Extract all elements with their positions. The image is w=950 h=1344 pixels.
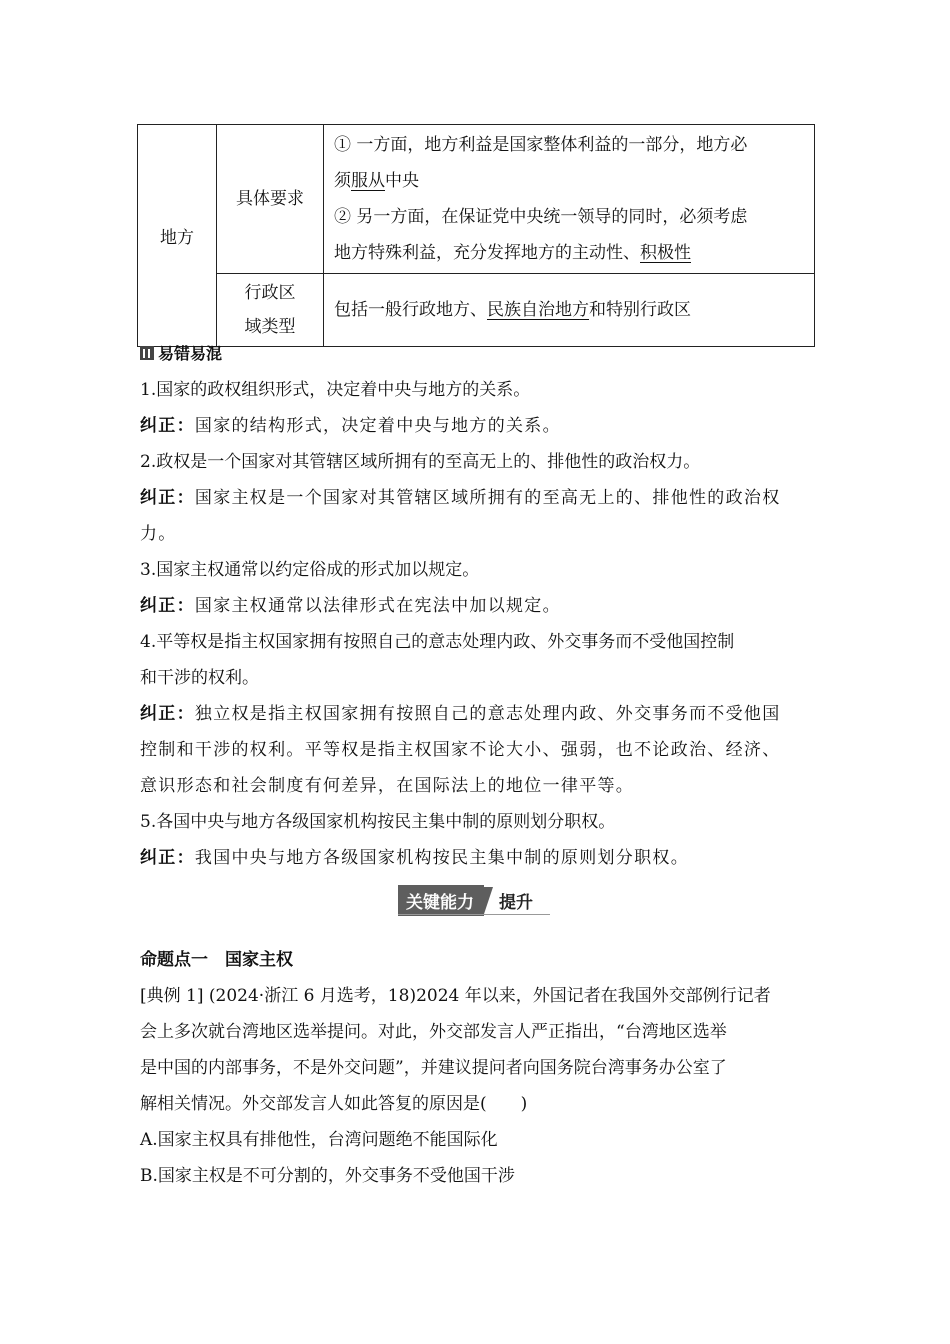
table-row — [138, 125, 815, 274]
list-item: 5.各国中央与地方各级国家机构按民主集中制的原则划分职权。 — [140, 812, 616, 832]
table-main-label: 地方 — [138, 125, 217, 347]
correction-line: 纠正：独立权是指主权国家拥有按照自己的意志处理内政、外交事务而不受他国 — [140, 704, 781, 724]
correction-line: 纠正：国家的结构形式，决定着中央与地方的关系。 — [140, 416, 561, 436]
section-tag-icon — [140, 346, 154, 360]
underlined-term: 服从 — [351, 171, 385, 191]
underlined-term: 民族自治地方 — [487, 300, 589, 320]
underlined-term: 积极性 — [640, 243, 691, 263]
summary-table — [137, 124, 815, 347]
row-label-region-types: 行政区 域类型 — [217, 274, 324, 347]
section-tag — [140, 341, 222, 364]
list-item: 2.政权是一个国家对其管辖区域所拥有的至高无上的、排他性的政治权力。 — [140, 452, 701, 472]
corrections-list — [140, 372, 812, 876]
correction-line: 控制和干涉的权利。平等权是指主权国家不论大小、强弱，也不论政治、经济、 — [140, 740, 781, 760]
list-item: 4.平等权是指主权国家拥有按照自己的意志处理内政、外交事务而不受他国控制 — [140, 632, 735, 652]
example-line: 是中国的内部事务，不是外交问题”，并建议提问者向国务院台湾事务办公室了 — [140, 1058, 727, 1078]
table-row — [138, 274, 815, 347]
correction-line: 纠正：国家主权是一个国家对其管辖区域所拥有的至高无上的、排他性的政治权 — [140, 488, 781, 508]
banner-underline — [398, 914, 550, 915]
section-banner — [398, 885, 533, 916]
example-line: [典例 1] (2024·浙江 6 月选考，18)2024 年以来，外国记者在我国外交部例行记者 — [140, 986, 771, 1006]
banner-dark-label: 关键能力 — [398, 885, 484, 916]
banner-light-label: 提升 — [499, 893, 533, 913]
option-b: B.国家主权是不可分割的，外交事务不受他国干涉 — [140, 1166, 515, 1186]
region-types-content: 包括一般行政地方、民族自治地方和特别行政区 — [324, 274, 815, 347]
section-tag-label: 易错易混 — [158, 344, 223, 363]
topic-heading: 命题点一 国家主权 — [140, 950, 293, 970]
banner-slash — [484, 887, 493, 914]
example-section — [140, 942, 812, 1194]
list-item: 3.国家主权通常以约定俗成的形式加以规定。 — [140, 560, 480, 580]
requirement-line: ① 一方面，地方利益是国家整体利益的一部分，地方必 — [334, 135, 748, 155]
requirement-line: ② 另一方面，在保证党中央统一领导的同时，必须考虑 — [334, 207, 748, 227]
correction-line: 纠正：国家主权通常以法律形式在宪法中加以规定。 — [140, 596, 561, 616]
list-item: 和干涉的权利。 — [140, 668, 259, 688]
correction-line: 力。 — [140, 524, 177, 544]
correction-line: 意识形态和社会制度有何差异，在国际法上的地位一律平等。 — [140, 776, 635, 796]
requirement-line: 须服从中央 — [334, 171, 419, 191]
example-line: 会上多次就台湾地区选举提问。对此，外交部发言人严正指出，“台湾地区选举 — [140, 1022, 727, 1042]
row-label-requirements: 具体要求 — [217, 125, 324, 274]
option-a: A.国家主权具有排他性，台湾问题绝不能国际化 — [140, 1130, 498, 1150]
list-item: 1.国家的政权组织形式，决定着中央与地方的关系。 — [140, 380, 531, 400]
requirement-line: 地方特殊利益，充分发挥地方的主动性、积极性 — [334, 243, 691, 263]
requirements-content — [324, 125, 815, 274]
example-line: 解相关情况。外交部发言人如此答复的原因是( ) — [140, 1094, 528, 1114]
correction-line: 纠正：我国中央与地方各级国家机构按民主集中制的原则划分职权。 — [140, 848, 690, 868]
